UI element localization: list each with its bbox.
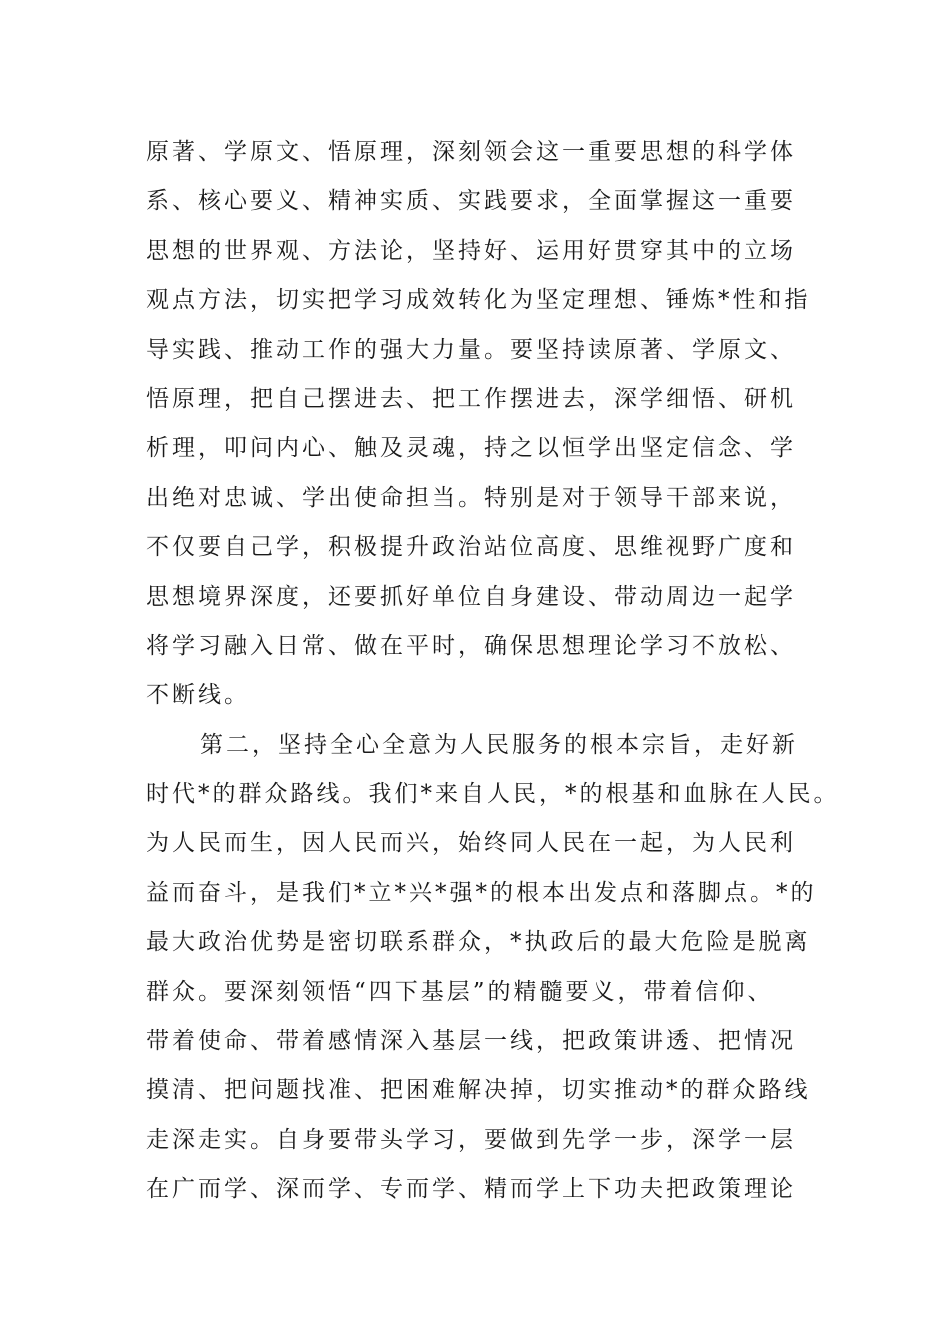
text-line: 益而奋斗，是我们*立*兴*强*的根本出发点和落脚点。*的 <box>146 879 817 906</box>
text-line: 走深走实。自身要带头学习，要做到先学一步，深学一层 <box>146 1126 796 1153</box>
text-line: 为人民而生，因人民而兴，始终同人民在一起，为人民利 <box>146 830 796 857</box>
text-line: 析理，叩问内心、触及灵魂，持之以恒学出坚定信念、学 <box>146 435 796 462</box>
text-line: 群众。要深刻领悟“四下基层”的精髓要义，带着信仰、 <box>146 978 774 1005</box>
text-line: 不断线。 <box>146 682 250 709</box>
text-line: 在广而学、深而学、专而学、精而学上下功夫把政策理论 <box>146 1176 796 1203</box>
text-line: 原著、学原文、悟原理，深刻领会这一重要思想的科学体 <box>146 139 796 165</box>
text-line: 导实践、推动工作的强大力量。要坚持读原著、学原文、 <box>146 336 796 363</box>
paragraph-start-line: 第二，坚持全心全意为人民服务的根本宗旨，走好新 <box>200 731 798 758</box>
document-body <box>146 128 846 1215</box>
text-line: 出绝对忠诚、学出使命担当。特别是对于领导干部来说， <box>146 484 796 511</box>
text-line: 摸清、把问题找准、把困难解决掉，切实推动*的群众路线 <box>146 1077 811 1104</box>
text-line: 悟原理，把自己摆进去、把工作摆进去，深学细悟、研机 <box>146 385 796 412</box>
text-line: 思想境界深度，还要抓好单位自身建设、带动周边一起学 <box>146 583 796 610</box>
text-line: 将学习融入日常、做在平时，确保思想理论学习不放松、 <box>146 632 796 659</box>
text-line: 时代*的群众路线。我们*来自人民，*的根基和血脉在人民。 <box>146 781 840 808</box>
text-line: 带着使命、带着感情深入基层一线，把政策讲透、把情况 <box>146 1028 796 1055</box>
text-line: 思想的世界观、方法论，坚持好、运用好贯穿其中的立场 <box>146 237 796 264</box>
text-line: 观点方法，切实把学习成效转化为坚定理想、锤炼*性和指 <box>146 287 811 314</box>
text-line: 系、核心要义、精神实质、实践要求，全面掌握这一重要 <box>146 188 796 215</box>
text-line: 不仅要自己学，积极提升政治站位高度、思维视野广度和 <box>146 534 796 561</box>
text-line: 最大政治优势是密切联系群众，*执政后的最大危险是脱离 <box>146 929 811 956</box>
